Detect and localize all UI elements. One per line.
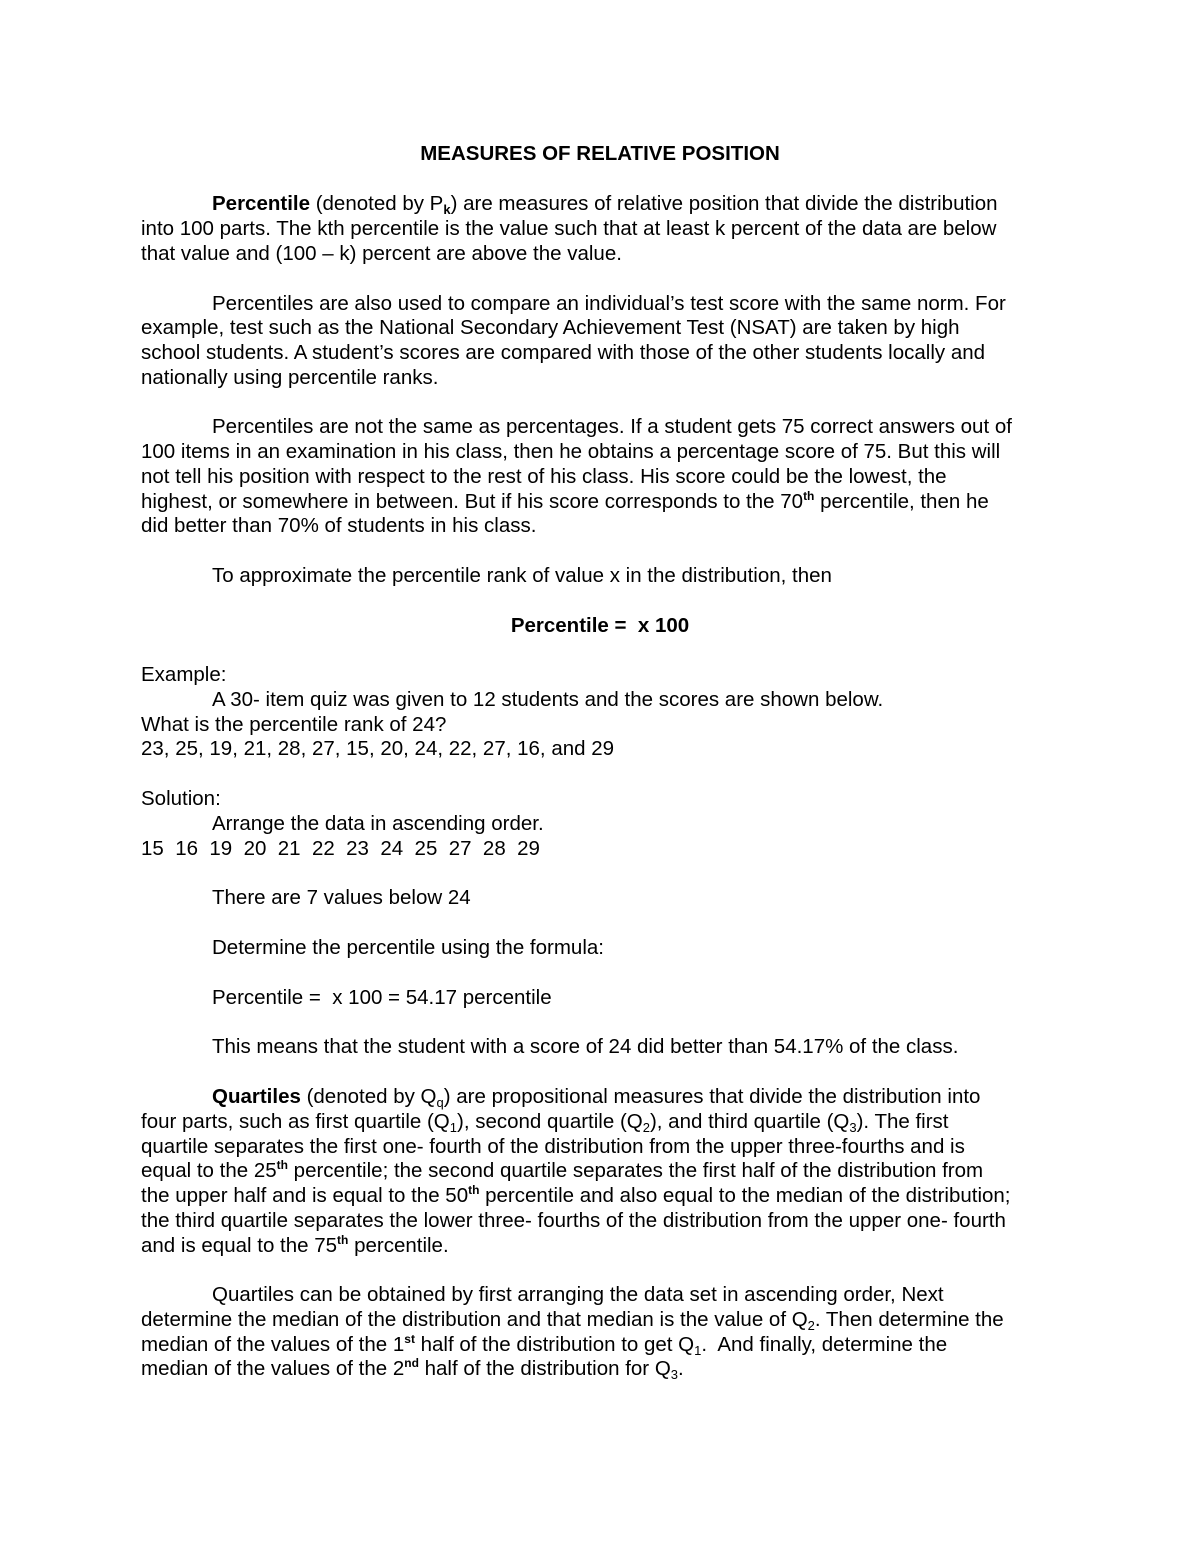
example-line-1: A 30- item quiz was given to 12 students and the scores are shown below. (212, 688, 884, 711)
p2-line-2: example, test such as the National Secondary Achievement Test (NSAT) are taken by high (141, 316, 960, 339)
p5-line-6: the third quartile separates the lower three- fourths of the distribution from the upper one- fourth (141, 1209, 1006, 1232)
example-line-2: What is the percentile rank of 24? (141, 713, 447, 736)
p2-line-1: Percentiles are also used to compare an individual’s test score with the same norm. For (212, 292, 1006, 315)
solution-label: Solution: (141, 787, 221, 810)
example-scores: 23, 25, 19, 21, 28, 27, 15, 20, 24, 22, 27, 16, and 29 (141, 737, 615, 760)
p2-line-3: school students. A student’s scores are compared with those of the other students locally and (141, 341, 986, 364)
solution-line-2: There are 7 values below 24 (212, 886, 471, 909)
p1-line-3: that value and (100 – k) percent are above the value. (141, 242, 622, 265)
p3-line-4: highest, or somewhere in between. But if his score corresponds to the 70th percentile, then he (141, 489, 989, 513)
percentile-formula: Percentile = x 100 (510, 614, 690, 637)
p5-line-5: the upper half and is equal to the 50th percentile and also equal to the median of the distribution; (141, 1183, 1011, 1207)
p5-line-1: Quartiles (denoted by $Q_q$) are propositional measures that divide the distribution into (212, 1085, 981, 1110)
solution-sorted-data: 15 16 19 20 21 22 23 24 25 27 28 29 (141, 837, 540, 860)
solution-line-5: This means that the student with a score of 24 did better than 54.17% of the class. (212, 1035, 959, 1058)
p5-line-4: equal to the 25th percentile; the second quartile separates the first half of the distribution from (141, 1158, 984, 1182)
p1-line-1: Percentile (denoted by $P_k$) are measures of relative position that divide the distribution (212, 192, 998, 217)
p1-line-2: into 100 parts. The kth percentile is the value such that at least k percent of the data are below (141, 217, 997, 240)
p6-line-3: median of the values of the 1st half of the distribution to get $Q_1$. And finally, determine the (141, 1332, 948, 1358)
document-title: MEASURES OF RELATIVE POSITION (420, 142, 780, 165)
solution-line-1: Arrange the data in ascending order. (212, 812, 544, 835)
p5-line-3: quartile separates the first one- fourth of the distribution from the upper three-fourths and is (141, 1135, 965, 1158)
p6-line-4: median of the values of the 2nd half of the distribution for $Q_3$. (141, 1356, 684, 1382)
p3-line-5: did better than 70% of students in his class. (141, 514, 537, 537)
p3-line-1: Percentiles are not the same as percentages. If a student gets 75 correct answers out of (212, 415, 1012, 438)
example-label: Example: (141, 663, 227, 686)
solution-line-3: Determine the percentile using the formula: (212, 936, 604, 959)
p5-line-7: and is equal to the 75th percentile. (141, 1233, 449, 1257)
quartiles-term: Quartiles (212, 1085, 301, 1108)
p5-line-2: four parts, such as first quartile $(Q_1)$, second quartile $(Q_2)$, and third quartile $(Q_3)$. The first (141, 1110, 949, 1135)
percentile-term: Percentile (212, 192, 310, 215)
p3-line-3: not tell his position with respect to the rest of his class. His score could be the lowest, the (141, 465, 947, 488)
solution-line-4: Percentile = x 100 = 54.17 percentile (212, 986, 552, 1009)
p4-line-1: To approximate the percentile rank of value x in the distribution, then (212, 564, 832, 587)
p6-line-1: Quartiles can be obtained by first arranging the data set in ascending order, Next (212, 1283, 944, 1306)
p6-line-2: determine the median of the distribution and that median is the value of $Q_2$. Then determine the (141, 1308, 1004, 1333)
p2-line-4: nationally using percentile ranks. (141, 366, 439, 389)
p3-line-2: 100 items in an examination in his class, then he obtains a percentage score of 75. But this will (141, 440, 1001, 463)
